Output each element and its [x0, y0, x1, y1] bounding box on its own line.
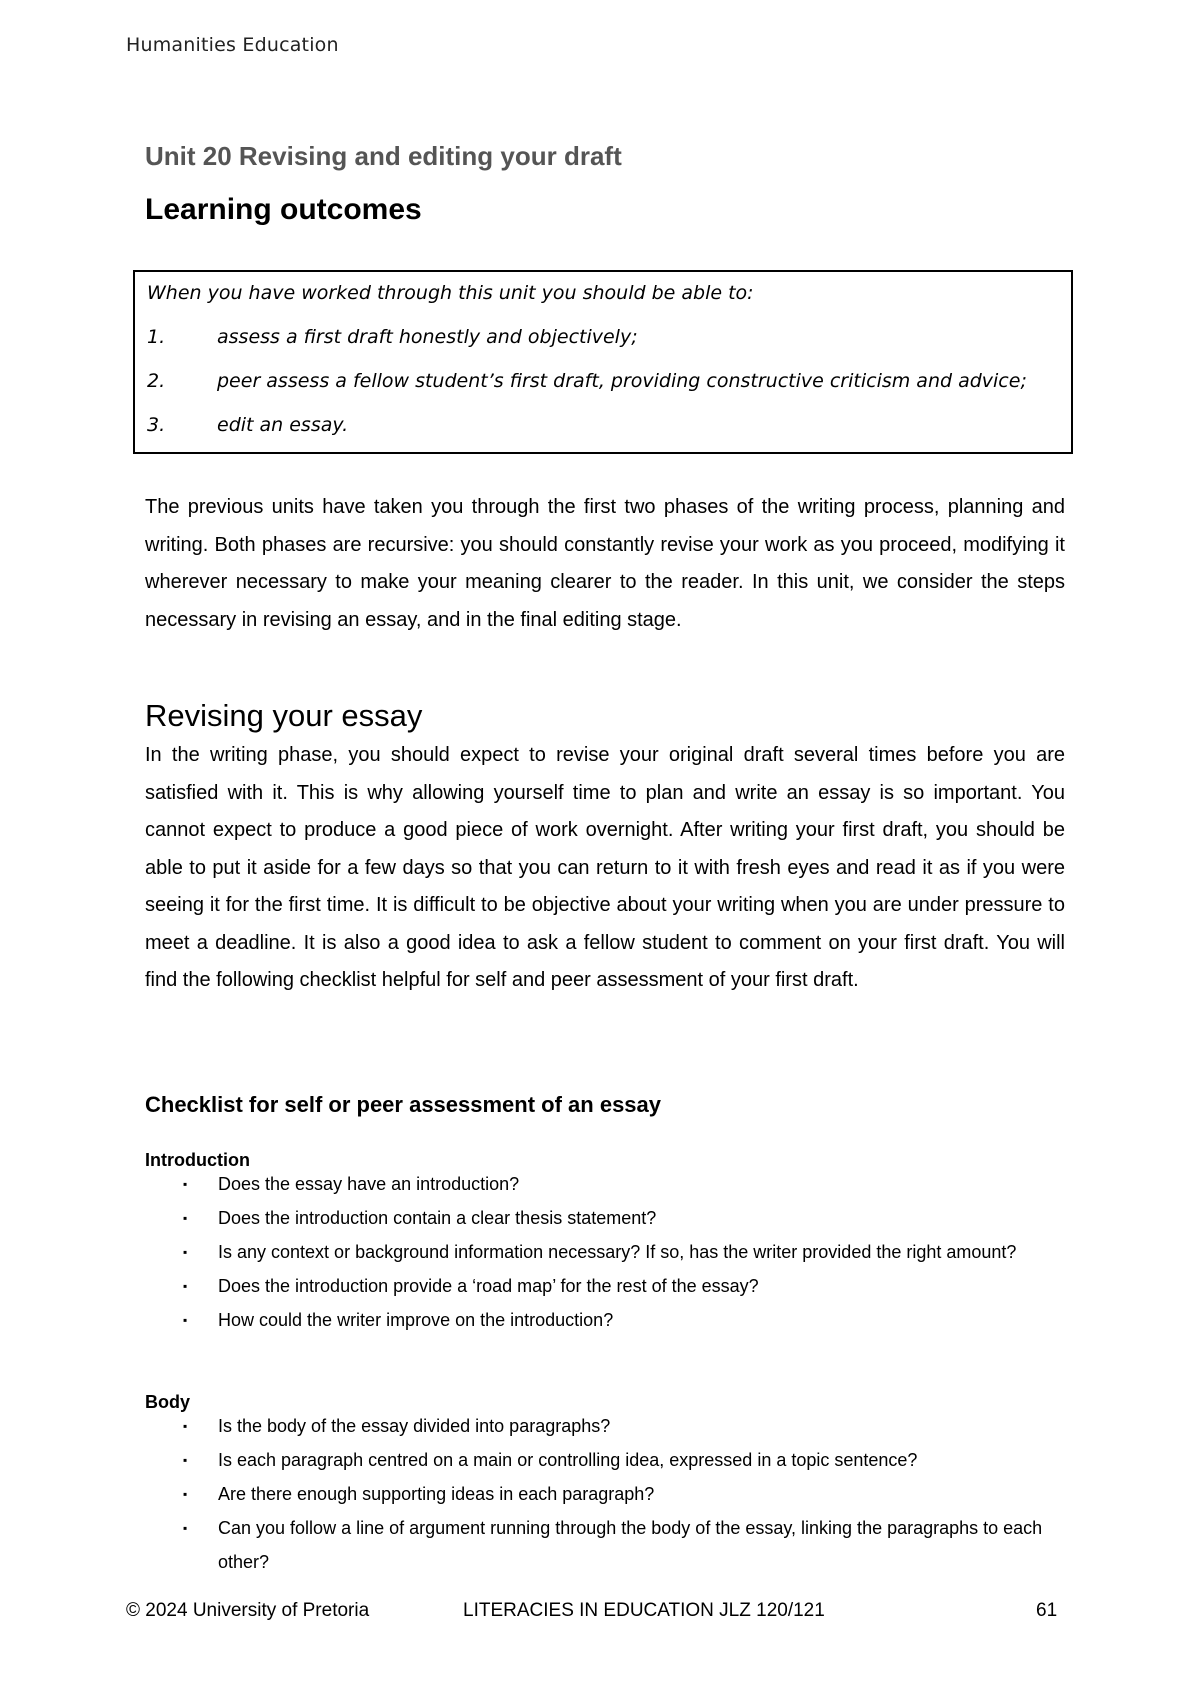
- checklist-item: ▪ Is each paragraph centred on a main or controlling idea, expressed in a topic sentence?: [145, 1443, 1065, 1477]
- learning-outcome-number: 3.: [147, 414, 166, 436]
- bullet-icon: ▪: [183, 1419, 188, 1433]
- learning-outcome-number: 2.: [147, 370, 166, 392]
- revising-paragraph: In the writing phase, you should expect to revise your original draft several times before you are satisfied with it. This is why allowing yourself time to plan and write an essay is so important. You cannot expect to produce a good piece of work overnight. After writing your first draft, you should be able to put it aside for a few days so that you can return to it with fresh eyes and read it as if you were seeing it for the first time. It is difficult to be objective about your writing when you are under pressure to meet a deadline. It is also a good idea to ask a fellow student to comment on your first draft. You will find the following checklist helpful for self and peer assessment of your first draft.: [145, 744, 1065, 991]
- bullet-icon: ▪: [183, 1279, 188, 1293]
- bullet-icon: ▪: [183, 1453, 188, 1467]
- checklist-item: ▪ Are there enough supporting ideas in each paragraph?: [145, 1477, 1065, 1511]
- footer-copyright: © 2024 University of Pretoria: [126, 1600, 370, 1621]
- running-header: Humanities Education: [126, 34, 339, 56]
- checklist-item: ▪ Does the essay have an introduction?: [145, 1167, 1065, 1201]
- page-number: 61: [1036, 1600, 1058, 1621]
- checklist-body-label: Body: [145, 1392, 190, 1412]
- checklist-item: ▪ Does the introduction provide a ‘road map’ for the rest of the essay?: [145, 1269, 1065, 1303]
- learning-outcome-item: [147, 414, 348, 436]
- checklist-item: ▪ Is the body of the essay divided into paragraphs?: [145, 1409, 1065, 1443]
- checklist-item: ▪ Can you follow a line of argument running through the body of the essay, linking the paragraphs to each other?: [145, 1511, 1065, 1579]
- checklist-item: ▪ How could the writer improve on the introduction?: [145, 1303, 1065, 1337]
- checklist-introduction-label: Introduction: [145, 1150, 250, 1170]
- learning-outcome-item: [147, 370, 1027, 392]
- revising-section-heading: Revising your essay: [145, 698, 423, 733]
- bullet-icon: ▪: [183, 1521, 188, 1535]
- bullet-icon: ▪: [183, 1313, 188, 1327]
- bullet-icon: ▪: [183, 1487, 188, 1501]
- introduction-checklist: [145, 1167, 1065, 1337]
- learning-outcome-item: [147, 326, 638, 348]
- checklist-item: ▪ Is any context or background information necessary? If so, has the writer provided the right amount?: [145, 1235, 1065, 1269]
- checklist-item: ▪ Does the introduction contain a clear thesis statement?: [145, 1201, 1065, 1235]
- bullet-icon: ▪: [183, 1177, 188, 1191]
- unit-title: Unit 20 Revising and editing your draft: [145, 141, 622, 171]
- learning-outcome-text: peer assess a fellow student’s first draft, providing constructive criticism and advice;: [217, 370, 1027, 392]
- checklist-heading: Checklist for self or peer assessment of an essay: [145, 1092, 662, 1117]
- footer-course-title: LITERACIES IN EDUCATION JLZ 120/121: [463, 1600, 825, 1621]
- bullet-icon: ▪: [183, 1245, 188, 1259]
- bullet-icon: ▪: [183, 1211, 188, 1225]
- body-checklist: [145, 1409, 1065, 1579]
- intro-paragraph: The previous units have taken you through the first two phases of the writing process, planning and writing. Both phases are recursive: you should constantly revise your work as you proceed, modifying it wherever necessary to make your meaning clearer to the reader. In this unit, we consider the steps necessary in revising an essay, and in the final editing stage.: [145, 496, 1065, 631]
- learning-outcome-text: edit an essay.: [217, 414, 349, 436]
- learning-outcome-text: assess a first draft honestly and objectively;: [217, 326, 638, 348]
- learning-outcomes-box: [133, 270, 1073, 454]
- learning-outcomes-intro: When you have worked through this unit you should be able to:: [147, 282, 754, 304]
- learning-outcomes-title: Learning outcomes: [145, 193, 422, 226]
- learning-outcome-number: 1.: [147, 326, 166, 348]
